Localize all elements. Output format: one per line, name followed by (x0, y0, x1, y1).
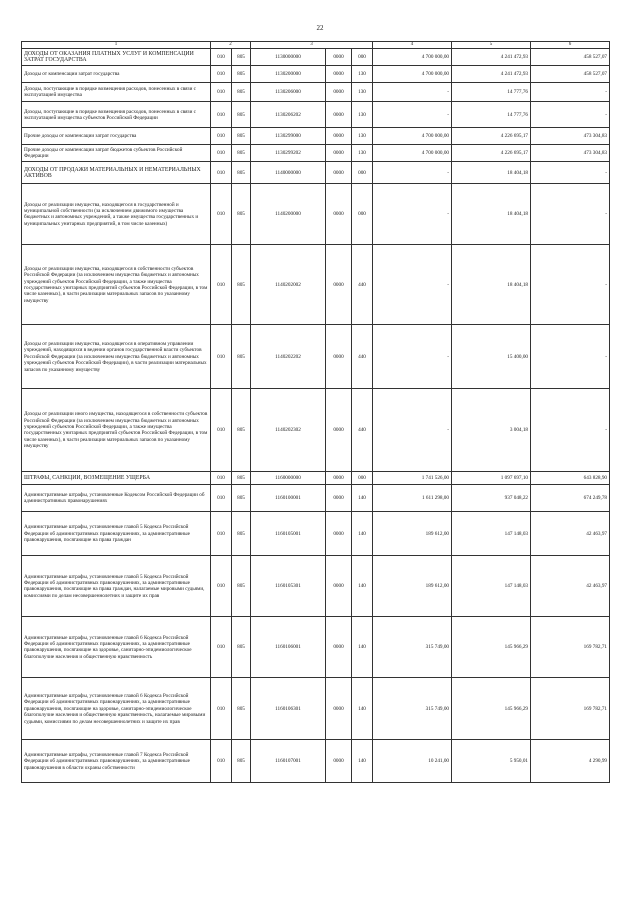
remaining-amount: - (531, 389, 610, 472)
code-kbk: 1130206000 (251, 83, 326, 102)
planned-amount: 189 612,00 (373, 512, 452, 556)
code-section: 010 (211, 325, 232, 389)
planned-amount: - (373, 389, 452, 472)
code-kbk: 1160106001 (251, 617, 326, 678)
code-section: 010 (211, 389, 232, 472)
code-kbk: 1130206202 (251, 102, 326, 128)
code-program: 0000 (326, 184, 352, 245)
code-program: 0000 (326, 325, 352, 389)
remaining-amount: 169 782,71 (531, 617, 610, 678)
remaining-amount: 169 782,71 (531, 678, 610, 740)
code-kbk: 1130000000 (251, 49, 326, 66)
code-kbk: 1140202202 (251, 325, 326, 389)
code-admin: 805 (232, 678, 251, 740)
row-name: Административные штрафы, установленные главой 6 Кодекса Российской Федерации об административных правонарушениях, за административные правонарушения, посягающие на здоровье, санитарно-эпидемиологическое благополучие населения и общественную нравственность, налагаемые мировыми судьями, комиссиями по делам несовершеннолетних и защите их прав (22, 678, 211, 740)
executed-amount: 147 148,03 (452, 556, 531, 617)
row-name: Административные штрафы, установленные главой 7 Кодекса Российской Федерации об административных правонарушениях, за административные правонарушения в области охраны собственности (22, 740, 211, 783)
code-section: 010 (211, 556, 232, 617)
code-admin: 805 (232, 83, 251, 102)
code-section: 010 (211, 66, 232, 83)
planned-amount: 315 749,00 (373, 678, 452, 740)
code-kosgu: 000 (352, 472, 373, 485)
executed-amount: 14 777,76 (452, 102, 531, 128)
code-kbk: 1160100001 (251, 485, 326, 512)
remaining-amount: 4 290,99 (531, 740, 610, 783)
code-program: 0000 (326, 145, 352, 162)
remaining-amount: - (531, 184, 610, 245)
row-name: Доходы от реализации иного имущества, находящегося в собственности субъектов Российской Федерации (за исключением имущества бюджетных и автономных учреждений субъектов Российской Федерации, а также имущества государственных унитарных предприятий субъектов Российской Федерации, в том числе казенных), в части реализации материальных запасов по указанному имуществу (22, 389, 211, 472)
remaining-amount: - (531, 162, 610, 184)
code-admin: 805 (232, 102, 251, 128)
code-program: 0000 (326, 485, 352, 512)
row-name: ДОХОДЫ ОТ ПРОДАЖИ МАТЕРИАЛЬНЫХ И НЕМАТЕРИАЛЬНЫХ АКТИВОВ (22, 162, 211, 184)
code-section: 010 (211, 162, 232, 184)
row-name: Доходы от компенсации затрат государства (22, 66, 211, 83)
code-kbk: 1140202302 (251, 389, 326, 472)
row-name: Административные штрафы, установленные главой 5 Кодекса Российской Федерации об административных правонарушениях, за административные правонарушения, посягающие на права граждан, налагаемые мировыми судьями, комиссиями по делам несовершеннолетних и защите их прав (22, 556, 211, 617)
code-admin: 805 (232, 162, 251, 184)
code-section: 010 (211, 678, 232, 740)
code-admin: 805 (232, 66, 251, 83)
row-name: Доходы от реализации имущества, находящегося в оперативном управлении учреждений, находящихся в ведении органов государственной власти субъектов Российской Федерации (за исключением имущества бюджетных и автономных учреждений субъектов Российской Федерации), в части реализации материальных запасов по указанному имуществу (22, 325, 211, 389)
code-kosgu: 130 (352, 102, 373, 128)
code-kosgu: 440 (352, 245, 373, 325)
remaining-amount: - (531, 245, 610, 325)
code-program: 0000 (326, 128, 352, 145)
table-row (22, 556, 610, 617)
executed-amount: 5 950,01 (452, 740, 531, 783)
planned-amount: 315 749,00 (373, 617, 452, 678)
table-row (22, 472, 610, 485)
code-kbk: 1140202002 (251, 245, 326, 325)
executed-amount: 18 404,18 (452, 245, 531, 325)
remaining-amount: 42 463,97 (531, 556, 610, 617)
code-kbk: 1140000000 (251, 162, 326, 184)
remaining-amount: 473 304,83 (531, 145, 610, 162)
row-name: Доходы, поступающие в порядке возмещения расходов, понесенных в связи с эксплуатацией имущества (22, 83, 211, 102)
code-kbk: 1130299000 (251, 128, 326, 145)
code-kosgu: 140 (352, 485, 373, 512)
remaining-amount: - (531, 325, 610, 389)
code-section: 010 (211, 184, 232, 245)
code-kbk: 1160000000 (251, 472, 326, 485)
executed-amount: 14 777,76 (452, 83, 531, 102)
code-kbk: 1130299202 (251, 145, 326, 162)
code-admin: 805 (232, 245, 251, 325)
executed-amount: 4 226 695,17 (452, 128, 531, 145)
code-program: 0000 (326, 512, 352, 556)
table-row (22, 128, 610, 145)
remaining-amount: - (531, 83, 610, 102)
row-name: Административные штрафы, установленные Кодексом Российской Федерации об административных правонарушениях (22, 485, 211, 512)
planned-amount: 1 611 298,00 (373, 485, 452, 512)
code-program: 0000 (326, 740, 352, 783)
code-admin: 805 (232, 325, 251, 389)
code-kbk: 1160107001 (251, 740, 326, 783)
code-admin: 805 (232, 184, 251, 245)
header-col-2: 2 (211, 42, 251, 49)
code-program: 0000 (326, 556, 352, 617)
row-name: Административные штрафы, установленные главой 5 Кодекса Российской Федерации об административных правонарушениях, за административные правонарушения, посягающие на права граждан (22, 512, 211, 556)
header-col-3: 3 (251, 42, 373, 49)
planned-amount: 1 741 526,00 (373, 472, 452, 485)
remaining-amount: - (531, 102, 610, 128)
code-section: 010 (211, 102, 232, 128)
table-row (22, 83, 610, 102)
planned-amount: 189 612,00 (373, 556, 452, 617)
code-kosgu: 440 (352, 325, 373, 389)
table-row (22, 184, 610, 245)
code-section: 010 (211, 145, 232, 162)
executed-amount: 4 241 472,93 (452, 66, 531, 83)
code-section: 010 (211, 49, 232, 66)
code-kbk: 1140200000 (251, 184, 326, 245)
table-row (22, 617, 610, 678)
code-program: 0000 (326, 83, 352, 102)
executed-amount: 4 226 695,17 (452, 145, 531, 162)
code-program: 0000 (326, 162, 352, 184)
page-number: 22 (316, 24, 324, 32)
remaining-amount: 458 527,07 (531, 66, 610, 83)
table-row (22, 485, 610, 512)
row-name: ШТРАФЫ, САНКЦИИ, ВОЗМЕЩЕНИЕ УЩЕРБА (22, 472, 211, 485)
code-section: 010 (211, 245, 232, 325)
executed-amount: 4 241 472,93 (452, 49, 531, 66)
planned-amount: - (373, 83, 452, 102)
code-admin: 805 (232, 512, 251, 556)
code-admin: 805 (232, 49, 251, 66)
table-row (22, 389, 610, 472)
code-kosgu: 130 (352, 128, 373, 145)
table-row (22, 66, 610, 83)
row-name: Доходы от реализации имущества, находящегося в собственности субъектов Российской Федерации (за исключением имущества бюджетных и автономных учреждений субъектов Российской Федерации, а также имущества государственных унитарных предприятий субъектов Российской Федерации, в том числе казенных), в части реализации материальных запасов по указанному имуществу (22, 245, 211, 325)
remaining-amount: 458 527,07 (531, 49, 610, 66)
executed-amount: 937 048,22 (452, 485, 531, 512)
code-kosgu: 140 (352, 556, 373, 617)
planned-amount: 4 700 000,00 (373, 66, 452, 83)
table-row (22, 325, 610, 389)
code-admin: 805 (232, 128, 251, 145)
code-program: 0000 (326, 49, 352, 66)
executed-amount: 1 097 697,10 (452, 472, 531, 485)
income-table (21, 41, 610, 783)
code-section: 010 (211, 128, 232, 145)
row-name: Доходы от реализации имущества, находящегося в государственной и муниципальной собственности (за исключением движимого имущества бюджетных и автономных учреждений, а также имущества государственных и муниципальных унитарных предприятий, в том числе казенных) (22, 184, 211, 245)
row-name: Доходы, поступающие в порядке возмещения расходов, понесенных в связи с эксплуатацией имущества субъектов Российской Федерации (22, 102, 211, 128)
planned-amount: 4 700 000,00 (373, 145, 452, 162)
code-admin: 805 (232, 389, 251, 472)
remaining-amount: 473 304,83 (531, 128, 610, 145)
code-admin: 805 (232, 740, 251, 783)
executed-amount: 18 404,18 (452, 184, 531, 245)
code-kosgu: 000 (352, 162, 373, 184)
code-kosgu: 130 (352, 145, 373, 162)
code-program: 0000 (326, 245, 352, 325)
code-program: 0000 (326, 472, 352, 485)
code-kosgu: 440 (352, 389, 373, 472)
table-row (22, 102, 610, 128)
code-kbk: 1160106301 (251, 678, 326, 740)
planned-amount: 4 700 000,00 (373, 49, 452, 66)
code-kosgu: 000 (352, 184, 373, 245)
table-row (22, 145, 610, 162)
code-section: 010 (211, 485, 232, 512)
code-kosgu: 140 (352, 740, 373, 783)
code-kosgu: 140 (352, 678, 373, 740)
code-admin: 805 (232, 485, 251, 512)
planned-amount: - (373, 325, 452, 389)
code-section: 010 (211, 617, 232, 678)
row-name: ДОХОДЫ ОТ ОКАЗАНИЯ ПЛАТНЫХ УСЛУГ И КОМПЕНСАЦИИ ЗАТРАТ ГОСУДАРСТВА (22, 49, 211, 66)
planned-amount: 4 700 000,00 (373, 128, 452, 145)
code-program: 0000 (326, 389, 352, 472)
remaining-amount: 643 828,90 (531, 472, 610, 485)
executed-amount: 147 148,03 (452, 512, 531, 556)
code-kbk: 1130200000 (251, 66, 326, 83)
header-col-5: 5 (452, 42, 531, 49)
planned-amount: 10 241,00 (373, 740, 452, 783)
code-kosgu: 140 (352, 512, 373, 556)
code-program: 0000 (326, 617, 352, 678)
table-row (22, 740, 610, 783)
planned-amount: - (373, 162, 452, 184)
executed-amount: 145 966,29 (452, 617, 531, 678)
code-section: 010 (211, 472, 232, 485)
code-admin: 805 (232, 617, 251, 678)
code-program: 0000 (326, 66, 352, 83)
table-row (22, 678, 610, 740)
table-row (22, 49, 610, 66)
code-program: 0000 (326, 678, 352, 740)
executed-amount: 18 404,18 (452, 162, 531, 184)
executed-amount: 15 400,00 (452, 325, 531, 389)
row-name: Прочие доходы от компенсации затрат бюджетов субъектов Российской Федерации (22, 145, 211, 162)
remaining-amount: 42 463,97 (531, 512, 610, 556)
executed-amount: 3 004,18 (452, 389, 531, 472)
header-col-6: 6 (531, 42, 610, 49)
table-row (22, 245, 610, 325)
executed-amount: 145 966,29 (452, 678, 531, 740)
header-col-4: 4 (373, 42, 452, 49)
remaining-amount: 674 249,78 (531, 485, 610, 512)
code-kosgu: 130 (352, 66, 373, 83)
code-kosgu: 140 (352, 617, 373, 678)
table-row (22, 512, 610, 556)
code-kosgu: 130 (352, 83, 373, 102)
planned-amount: - (373, 102, 452, 128)
table-header (22, 42, 610, 49)
code-kosgu: 000 (352, 49, 373, 66)
row-name: Прочие доходы от компенсации затрат государства (22, 128, 211, 145)
code-admin: 805 (232, 556, 251, 617)
code-admin: 805 (232, 472, 251, 485)
code-section: 010 (211, 740, 232, 783)
planned-amount: - (373, 184, 452, 245)
code-admin: 805 (232, 145, 251, 162)
code-kbk: 1160105001 (251, 512, 326, 556)
code-section: 010 (211, 512, 232, 556)
planned-amount: - (373, 245, 452, 325)
code-section: 010 (211, 83, 232, 102)
row-name: Административные штрафы, установленные главой 6 Кодекса Российской Федерации об административных правонарушениях, за административные правонарушения, посягающие на здоровье, санитарно-эпидемиологическое благополучие населения и общественную нравственность (22, 617, 211, 678)
code-program: 0000 (326, 102, 352, 128)
header-col-1: 1 (22, 42, 211, 49)
table-row (22, 162, 610, 184)
code-kbk: 1160105301 (251, 556, 326, 617)
